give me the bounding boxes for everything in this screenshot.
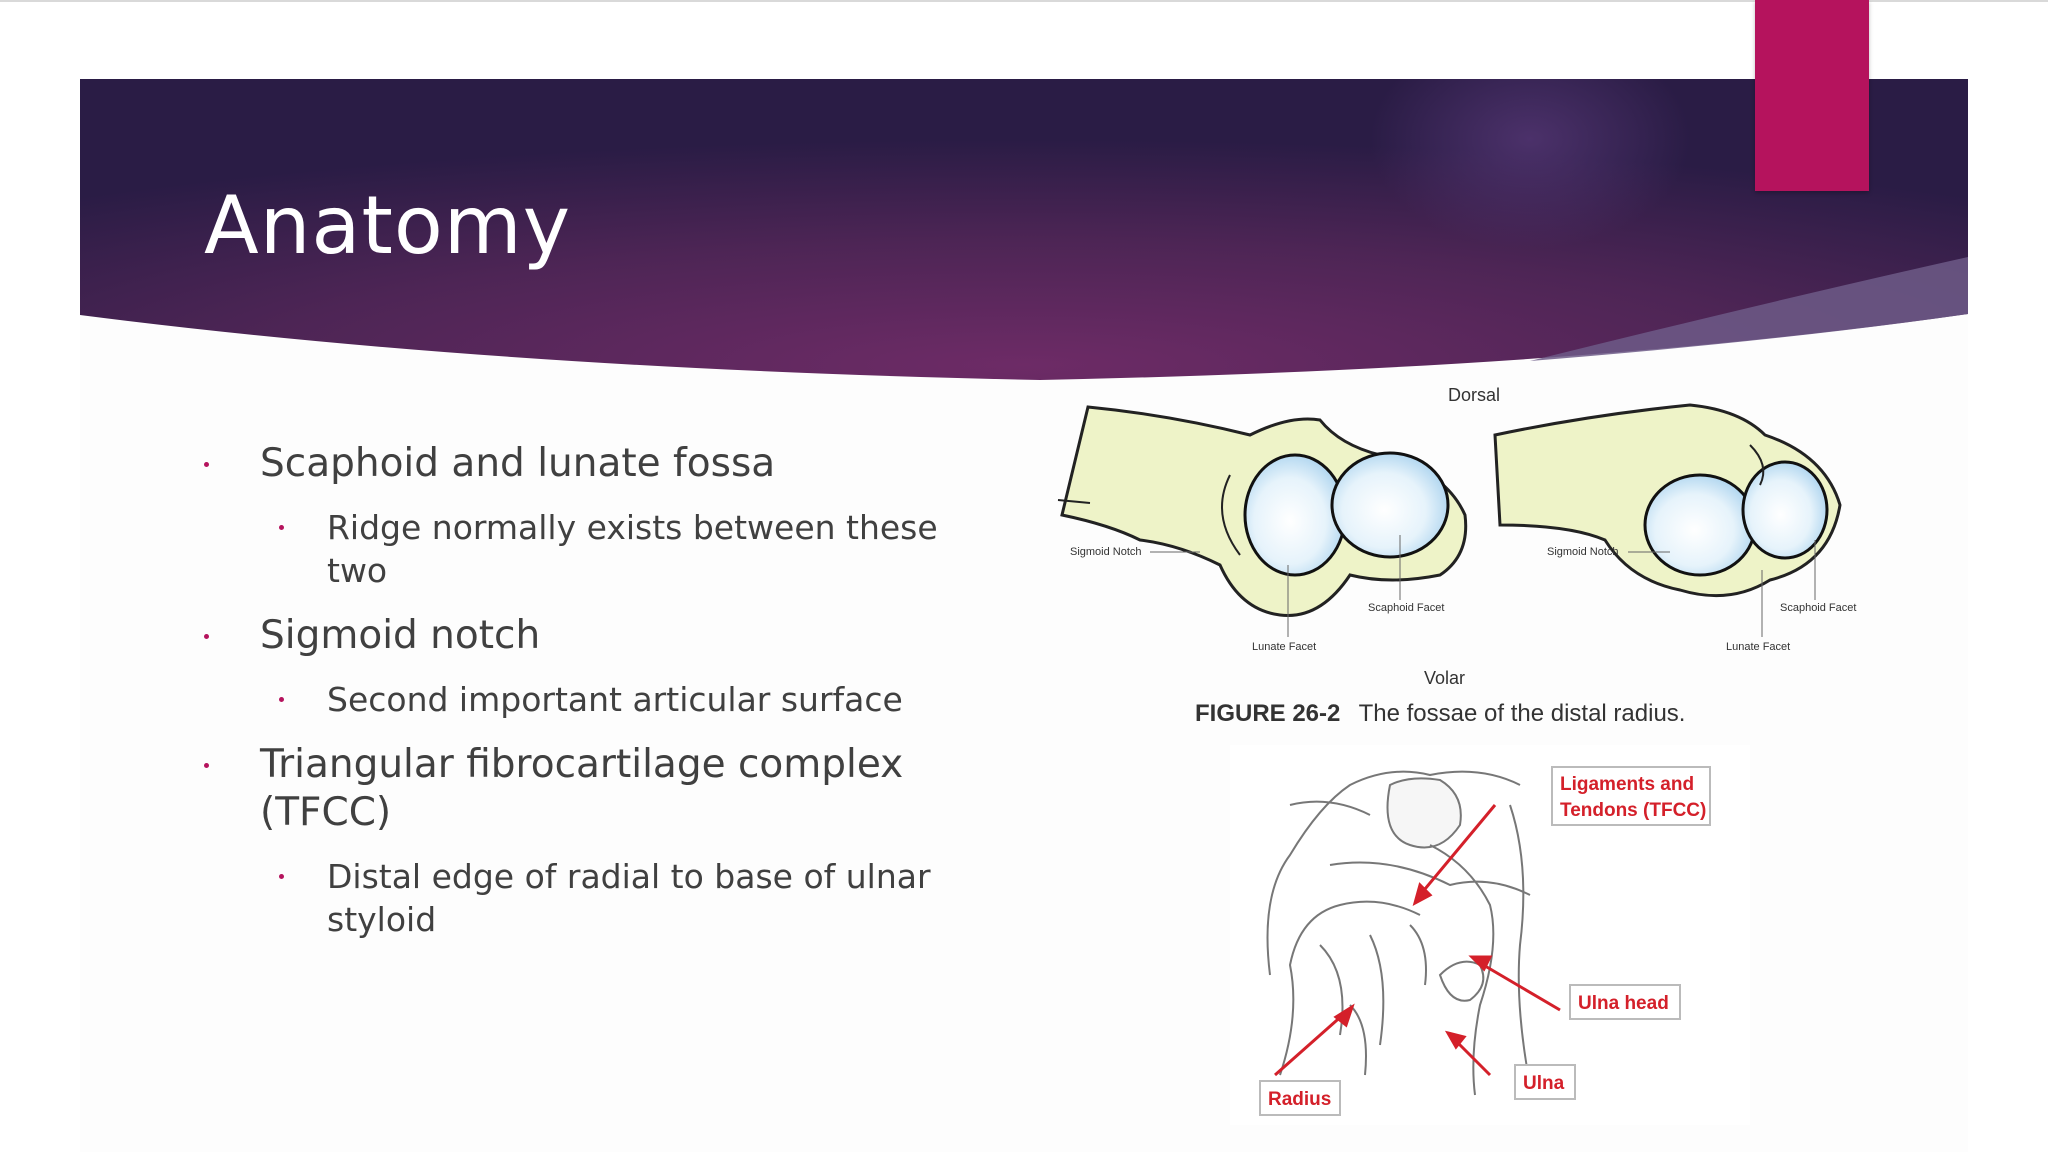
ligaments-label-line1: Ligaments and xyxy=(1560,774,1695,795)
scaphoid-facet-label: Scaphoid Facet xyxy=(1368,602,1445,614)
ligaments-label-line2: Tendons (TFCC) xyxy=(1560,800,1707,821)
figure-number: FIGURE 26-2 xyxy=(1195,700,1341,727)
bullet-marker-icon xyxy=(204,763,209,768)
bullet-list xyxy=(200,440,980,961)
sigmoid-notch-label: Sigmoid Notch xyxy=(1547,546,1619,558)
bullet-text: Second important articular surface xyxy=(327,680,903,719)
slide-title: Anatomy xyxy=(204,179,572,272)
bullet-text: Sigmoid notch xyxy=(260,613,541,658)
radius-text: Radius xyxy=(1268,1089,1332,1110)
bullet-text: Scaphoid and lunate fossa xyxy=(260,441,776,486)
radius-label xyxy=(1260,1081,1340,1115)
bullet-marker-icon xyxy=(204,634,209,639)
ulna-head-text: Ulna head xyxy=(1578,993,1669,1014)
bullet-marker-icon xyxy=(279,697,284,702)
bullet-text: Distal edge of radial to base of ulnar styloid xyxy=(327,857,931,939)
sub-bullet-item xyxy=(200,678,980,721)
bullet-item xyxy=(200,741,980,837)
ulna-text: Ulna xyxy=(1523,1073,1565,1094)
right-radius-illustration xyxy=(1495,405,1856,653)
bullet-marker-icon xyxy=(279,525,284,530)
bullet-marker-icon xyxy=(279,874,284,879)
volar-label: Volar xyxy=(1424,668,1466,688)
accent-bar xyxy=(1755,0,1869,191)
sigmoid-notch-label: Sigmoid Notch xyxy=(1070,546,1142,558)
bullet-text: Triangular fibrocartilage complex (TFCC) xyxy=(260,742,904,835)
ligaments-tendons-label xyxy=(1552,767,1710,825)
bullet-text: Ridge normally exists between these two xyxy=(327,508,938,590)
lunate-facet-label: Lunate Facet xyxy=(1252,641,1317,653)
figure-caption-text: The fossae of the distal radius. xyxy=(1358,700,1686,727)
sub-bullet-item xyxy=(200,855,980,941)
figure-caption xyxy=(1195,700,1685,727)
ulna-label xyxy=(1515,1065,1575,1099)
top-border xyxy=(0,0,2048,2)
tfcc-figure xyxy=(1230,745,1750,1125)
ulna-head-label xyxy=(1570,985,1680,1019)
lunate-facet-label: Lunate Facet xyxy=(1726,641,1791,653)
sub-bullet-item xyxy=(200,506,980,592)
bullet-marker-icon xyxy=(204,462,209,467)
scaphoid-facet-label: Scaphoid Facet xyxy=(1780,602,1857,614)
dorsal-label: Dorsal xyxy=(1448,385,1501,405)
bullet-item xyxy=(200,440,980,488)
left-radius-illustration xyxy=(1058,407,1466,653)
bullet-item xyxy=(200,612,980,660)
distal-radius-figure xyxy=(1050,375,1860,735)
